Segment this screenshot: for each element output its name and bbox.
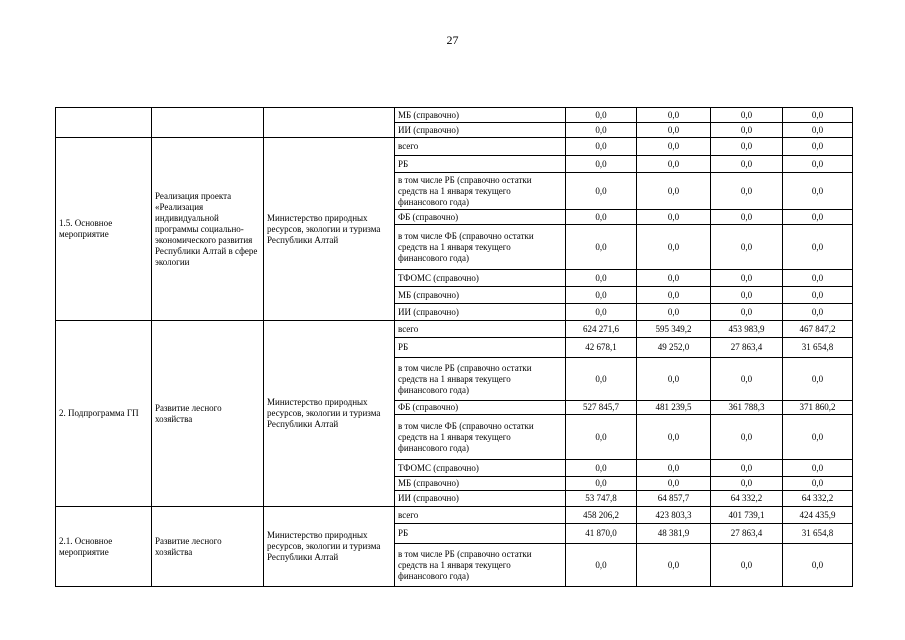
responsible-ministry-cell: Министерство природных ресурсов, экологии и туризма Республики Алтай (264, 138, 395, 321)
amount-cell: 53 747,8 (566, 491, 637, 507)
item-name-cell (56, 108, 152, 138)
amount-cell: 0,0 (783, 270, 853, 287)
amount-cell: 0,0 (711, 477, 783, 491)
amount-cell: 27 863,4 (711, 338, 783, 358)
amount-cell: 527 845,7 (566, 401, 637, 415)
amount-cell: 0,0 (566, 138, 637, 156)
amount-cell: 0,0 (783, 225, 853, 270)
amount-cell: 0,0 (711, 138, 783, 156)
funding-source-cell: всего (395, 321, 566, 338)
amount-cell: 0,0 (566, 477, 637, 491)
amount-cell: 0,0 (566, 304, 637, 321)
amount-cell: 0,0 (637, 287, 711, 304)
table-row (56, 321, 853, 338)
amount-cell: 0,0 (566, 287, 637, 304)
amount-cell: 0,0 (566, 156, 637, 173)
amount-cell: 0,0 (566, 210, 637, 225)
funding-source-cell: ИИ (справочно) (395, 304, 566, 321)
amount-cell: 0,0 (711, 415, 783, 460)
page-number: 27 (446, 33, 459, 47)
item-description-cell (152, 108, 264, 138)
amount-cell: 0,0 (711, 460, 783, 477)
amount-cell: 0,0 (566, 415, 637, 460)
amount-cell: 467 847,2 (783, 321, 853, 338)
amount-cell: 0,0 (566, 270, 637, 287)
amount-cell: 0,0 (711, 108, 783, 123)
amount-cell: 64 857,7 (637, 491, 711, 507)
amount-cell: 0,0 (566, 225, 637, 270)
amount-cell: 424 435,9 (783, 507, 853, 524)
item-name-cell: 2.1. Основное мероприятие (56, 507, 152, 587)
amount-cell: 0,0 (711, 156, 783, 173)
amount-cell: 0,0 (783, 156, 853, 173)
funding-source-cell: РБ (395, 156, 566, 173)
item-description-cell: Реализация проекта «Реализация индивидуальной программы социально-экономического развития Республики Алтай в сфере экологии (152, 138, 264, 321)
funding-source-cell: всего (395, 138, 566, 156)
amount-cell: 0,0 (637, 138, 711, 156)
funding-table (55, 107, 853, 587)
amount-cell: 423 803,3 (637, 507, 711, 524)
amount-cell: 0,0 (783, 210, 853, 225)
funding-source-cell: РБ (395, 524, 566, 544)
amount-cell: 453 983,9 (711, 321, 783, 338)
amount-cell: 0,0 (566, 544, 637, 587)
amount-cell: 0,0 (711, 270, 783, 287)
amount-cell: 0,0 (711, 287, 783, 304)
amount-cell: 41 870,0 (566, 524, 637, 544)
amount-cell: 0,0 (637, 544, 711, 587)
funding-source-cell: в том числе ФБ (справочно остатки средств на 1 января текущего финансового года) (395, 415, 566, 460)
funding-source-cell: ИИ (справочно) (395, 123, 566, 138)
amount-cell: 49 252,0 (637, 338, 711, 358)
amount-cell: 0,0 (637, 173, 711, 210)
amount-cell: 361 788,3 (711, 401, 783, 415)
amount-cell: 371 860,2 (783, 401, 853, 415)
funding-source-cell: ИИ (справочно) (395, 491, 566, 507)
funding-source-cell: в том числе ФБ (справочно остатки средств на 1 января текущего финансового года) (395, 225, 566, 270)
funding-source-cell: МБ (справочно) (395, 477, 566, 491)
amount-cell: 0,0 (783, 415, 853, 460)
item-name-cell: 1.5. Основное мероприятие (56, 138, 152, 321)
amount-cell: 0,0 (637, 108, 711, 123)
amount-cell: 0,0 (783, 544, 853, 587)
amount-cell: 624 271,6 (566, 321, 637, 338)
amount-cell: 0,0 (637, 304, 711, 321)
table-row (56, 507, 853, 524)
item-description-cell: Развитие лесного хозяйства (152, 321, 264, 507)
funding-source-cell: РБ (395, 338, 566, 358)
amount-cell: 595 349,2 (637, 321, 711, 338)
table-row (56, 108, 853, 123)
amount-cell: 0,0 (711, 544, 783, 587)
funding-source-cell: МБ (справочно) (395, 287, 566, 304)
amount-cell: 0,0 (711, 225, 783, 270)
amount-cell: 0,0 (637, 270, 711, 287)
funding-source-cell: ФБ (справочно) (395, 210, 566, 225)
amount-cell: 0,0 (711, 358, 783, 401)
amount-cell: 0,0 (566, 123, 637, 138)
amount-cell: 27 863,4 (711, 524, 783, 544)
amount-cell: 0,0 (566, 173, 637, 210)
responsible-ministry-cell (264, 108, 395, 138)
amount-cell: 42 678,1 (566, 338, 637, 358)
amount-cell: 0,0 (711, 123, 783, 138)
funding-source-cell: в том числе РБ (справочно остатки средств на 1 января текущего финансового года) (395, 544, 566, 587)
amount-cell: 0,0 (783, 123, 853, 138)
amount-cell: 0,0 (637, 460, 711, 477)
amount-cell: 0,0 (783, 138, 853, 156)
amount-cell: 0,0 (637, 477, 711, 491)
item-description-cell: Развитие лесного хозяйства (152, 507, 264, 587)
amount-cell: 31 654,8 (783, 338, 853, 358)
amount-cell: 0,0 (637, 358, 711, 401)
amount-cell: 0,0 (637, 210, 711, 225)
amount-cell: 0,0 (711, 210, 783, 225)
amount-cell: 0,0 (711, 173, 783, 210)
table-row (56, 138, 853, 156)
responsible-ministry-cell: Министерство природных ресурсов, экологии и туризма Республики Алтай (264, 507, 395, 587)
funding-source-cell: ФБ (справочно) (395, 401, 566, 415)
amount-cell: 0,0 (783, 108, 853, 123)
amount-cell: 0,0 (637, 225, 711, 270)
item-name-cell: 2. Подпрограмма ГП (56, 321, 152, 507)
amount-cell: 0,0 (783, 287, 853, 304)
funding-source-cell: МБ (справочно) (395, 108, 566, 123)
responsible-ministry-cell: Министерство природных ресурсов, экологии и туризма Республики Алтай (264, 321, 395, 507)
amount-cell: 64 332,2 (783, 491, 853, 507)
amount-cell: 0,0 (783, 358, 853, 401)
funding-source-cell: ТФОМС (справочно) (395, 270, 566, 287)
funding-source-cell: в том числе РБ (справочно остатки средств на 1 января текущего финансового года) (395, 358, 566, 401)
amount-cell: 0,0 (783, 173, 853, 210)
amount-cell: 48 381,9 (637, 524, 711, 544)
amount-cell: 0,0 (711, 304, 783, 321)
amount-cell: 0,0 (783, 460, 853, 477)
funding-source-cell: всего (395, 507, 566, 524)
amount-cell: 458 206,2 (566, 507, 637, 524)
amount-cell: 0,0 (566, 460, 637, 477)
amount-cell: 0,0 (637, 123, 711, 138)
amount-cell: 0,0 (637, 156, 711, 173)
amount-cell: 0,0 (783, 477, 853, 491)
amount-cell: 0,0 (783, 304, 853, 321)
amount-cell: 0,0 (566, 358, 637, 401)
funding-source-cell: ТФОМС (справочно) (395, 460, 566, 477)
amount-cell: 31 654,8 (783, 524, 853, 544)
amount-cell: 0,0 (637, 415, 711, 460)
amount-cell: 401 739,1 (711, 507, 783, 524)
funding-source-cell: в том числе РБ (справочно остатки средств на 1 января текущего финансового года) (395, 173, 566, 210)
amount-cell: 0,0 (566, 108, 637, 123)
amount-cell: 64 332,2 (711, 491, 783, 507)
amount-cell: 481 239,5 (637, 401, 711, 415)
